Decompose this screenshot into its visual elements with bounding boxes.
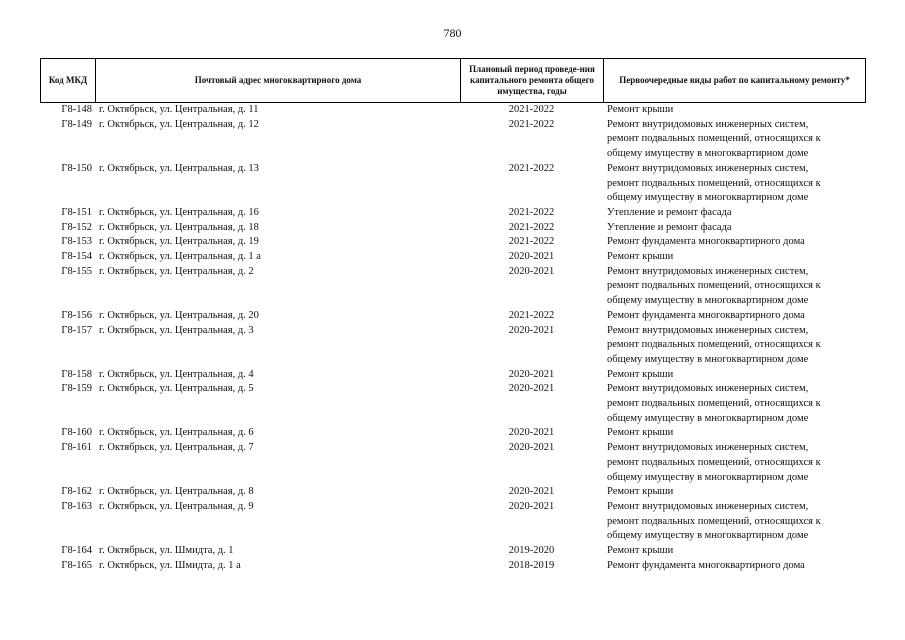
- row-code: Г8-165: [61, 559, 92, 571]
- row-address: г. Октябрьск, ул. Центральная, д. 20: [99, 309, 259, 321]
- row-code: Г8-154: [61, 251, 92, 263]
- row-works: [603, 500, 866, 544]
- row-code: Г8-159: [61, 383, 92, 395]
- row-code: Г8-152: [61, 221, 92, 233]
- row-period: 2018-2019: [508, 559, 555, 571]
- row-address: г. Октябрьск, ул. Центральная, д. 5: [99, 383, 254, 395]
- row-period: 2020-2021: [508, 324, 555, 336]
- row-works: [603, 250, 866, 265]
- row-works: [603, 441, 866, 485]
- row-address: г. Октябрьск, ул. Центральная, д. 8: [99, 486, 254, 498]
- row-works: [603, 221, 866, 236]
- header-period: Плановый период проведе-ния капитального ремонта общего имущества, годы: [460, 59, 603, 102]
- row-address: г. Октябрьск, ул. Центральная, д. 13: [99, 162, 259, 174]
- header-works: Первоочередные виды работ по капитальному ремонту*: [603, 59, 866, 102]
- row-works: [603, 559, 866, 574]
- row-address: г. Октябрьск, ул. Центральная, д. 18: [99, 221, 259, 233]
- row-code: Г8-158: [61, 368, 92, 380]
- row-works: [603, 426, 866, 441]
- work-line: Ремонт внутридомовых инженерных систем,: [607, 442, 809, 454]
- work-line: общему имуществу в многоквартирном доме: [607, 148, 809, 160]
- row-address: г. Октябрьск, ул. Центральная, д. 11: [99, 104, 259, 115]
- work-line: Ремонт крыши: [607, 545, 674, 557]
- row-period: 2021-2022: [508, 221, 555, 233]
- work-line: ремонт подвальных помещений, относящихся к: [607, 280, 821, 292]
- work-line: Утепление и ремонт фасада: [607, 206, 732, 218]
- work-line: ремонт подвальных помещений, относящихся к: [607, 515, 821, 527]
- row-address: г. Октябрьск, ул. Центральная, д. 16: [99, 206, 259, 218]
- row-period: 2020-2021: [508, 427, 555, 439]
- row-works: [603, 485, 866, 500]
- work-line: Ремонт крыши: [607, 368, 674, 380]
- row-address: г. Октябрьск, ул. Центральная, д. 7: [99, 442, 254, 454]
- capital-repair-table: [40, 58, 866, 574]
- row-works: [603, 544, 866, 559]
- work-line: ремонт подвальных помещений, относящихся к: [607, 456, 821, 468]
- table-body: [40, 103, 866, 574]
- table-row: [40, 426, 866, 441]
- work-line: Ремонт внутридомовых инженерных систем,: [607, 265, 809, 277]
- row-address: г. Октябрьск, ул. Центральная, д. 2: [99, 265, 254, 277]
- work-line: Ремонт внутридомовых инженерных систем,: [607, 324, 809, 336]
- row-code: Г8-148: [61, 104, 92, 115]
- row-address: г. Октябрьск, ул. Шмидта, д. 1 а: [99, 559, 241, 571]
- row-works: [603, 309, 866, 324]
- table-row: [40, 235, 866, 250]
- row-code: Г8-164: [61, 545, 92, 557]
- work-line: ремонт подвальных помещений, относящихся к: [607, 133, 821, 145]
- header-address: Почтовый адрес многоквартирного дома: [95, 59, 460, 102]
- row-period: 2021-2022: [508, 236, 555, 248]
- work-line: Ремонт крыши: [607, 427, 674, 439]
- row-address: г. Октябрьск, ул. Центральная, д. 3: [99, 324, 254, 336]
- table-row: [40, 221, 866, 236]
- row-code: Г8-151: [61, 206, 92, 218]
- row-works: [603, 118, 866, 162]
- row-period: 2020-2021: [508, 442, 555, 454]
- work-line: Ремонт внутридомовых инженерных систем,: [607, 500, 809, 512]
- header-code: Код МКД: [40, 59, 95, 102]
- row-code: Г8-163: [61, 500, 92, 512]
- work-line: Утепление и ремонт фасада: [607, 221, 732, 233]
- table-row: [40, 206, 866, 221]
- row-period: 2020-2021: [508, 486, 555, 498]
- row-code: Г8-156: [61, 309, 92, 321]
- row-works: [603, 368, 866, 383]
- row-address: г. Октябрьск, ул. Центральная, д. 6: [99, 427, 254, 439]
- table-row: [40, 324, 866, 368]
- row-address: г. Октябрьск, ул. Шмидта, д. 1: [99, 545, 234, 557]
- row-works: [603, 265, 866, 309]
- work-line: Ремонт крыши: [607, 486, 674, 498]
- row-period: 2021-2022: [508, 162, 555, 174]
- row-period: 2021-2022: [508, 309, 555, 321]
- table-row: [40, 162, 866, 206]
- table-row: [40, 382, 866, 426]
- table-row: [40, 250, 866, 265]
- table-row: [40, 265, 866, 309]
- row-works: [603, 103, 866, 118]
- work-line: Ремонт внутридомовых инженерных систем,: [607, 383, 809, 395]
- row-period: 2020-2021: [508, 500, 555, 512]
- work-line: Ремонт крыши: [607, 251, 674, 263]
- work-line: Ремонт крыши: [607, 104, 674, 115]
- table-row: [40, 368, 866, 383]
- row-address: г. Октябрьск, ул. Центральная, д. 19: [99, 236, 259, 248]
- row-address: г. Октябрьск, ул. Центральная, д. 1 а: [99, 251, 261, 263]
- row-period: 2020-2021: [508, 251, 555, 263]
- row-works: [603, 382, 866, 426]
- row-period: 2019-2020: [508, 545, 555, 557]
- row-code: Г8-149: [61, 118, 92, 130]
- row-code: Г8-160: [61, 427, 92, 439]
- row-period: 2020-2021: [508, 383, 555, 395]
- work-line: ремонт подвальных помещений, относящихся к: [607, 177, 821, 189]
- row-code: Г8-161: [61, 442, 92, 454]
- work-line: Ремонт внутридомовых инженерных систем,: [607, 118, 809, 130]
- work-line: общему имуществу в многоквартирном доме: [607, 412, 809, 424]
- row-address: г. Октябрьск, ул. Центральная, д. 4: [99, 368, 254, 380]
- row-code: Г8-157: [61, 324, 92, 336]
- work-line: ремонт подвальных помещений, относящихся к: [607, 398, 821, 410]
- row-period: 2020-2021: [508, 265, 555, 277]
- row-period: 2021-2022: [508, 206, 555, 218]
- row-works: [603, 206, 866, 221]
- row-works: [603, 235, 866, 250]
- table-row: [40, 500, 866, 544]
- work-line: Ремонт фундамента многоквартирного дома: [607, 559, 805, 571]
- work-line: ремонт подвальных помещений, относящихся к: [607, 339, 821, 351]
- work-line: общему имуществу в многоквартирном доме: [607, 471, 809, 483]
- row-works: [603, 324, 866, 368]
- work-line: общему имуществу в многоквартирном доме: [607, 295, 809, 307]
- row-code: Г8-155: [61, 265, 92, 277]
- table-row: [40, 544, 866, 559]
- row-address: г. Октябрьск, ул. Центральная, д. 9: [99, 500, 254, 512]
- work-line: Ремонт фундамента многоквартирного дома: [607, 236, 805, 248]
- work-line: общему имуществу в многоквартирном доме: [607, 192, 809, 204]
- work-line: Ремонт фундамента многоквартирного дома: [607, 309, 805, 321]
- page-number: 780: [443, 26, 462, 40]
- row-address: г. Октябрьск, ул. Центральная, д. 12: [99, 118, 259, 130]
- table-header: [40, 58, 866, 103]
- table-row: [40, 118, 866, 162]
- row-works: [603, 162, 866, 206]
- table-row: [40, 485, 866, 500]
- row-code: Г8-150: [61, 162, 92, 174]
- row-period: 2021-2022: [508, 104, 555, 115]
- work-line: Ремонт внутридомовых инженерных систем,: [607, 162, 809, 174]
- work-line: общему имуществу в многоквартирном доме: [607, 353, 809, 365]
- table-row: [40, 103, 866, 118]
- row-code: Г8-162: [61, 486, 92, 498]
- table-row: [40, 309, 866, 324]
- row-period: 2021-2022: [508, 118, 555, 130]
- work-line: общему имуществу в многоквартирном доме: [607, 530, 809, 542]
- table-row: [40, 559, 866, 574]
- row-period: 2020-2021: [508, 368, 555, 380]
- row-code: Г8-153: [61, 236, 92, 248]
- table-row: [40, 441, 866, 485]
